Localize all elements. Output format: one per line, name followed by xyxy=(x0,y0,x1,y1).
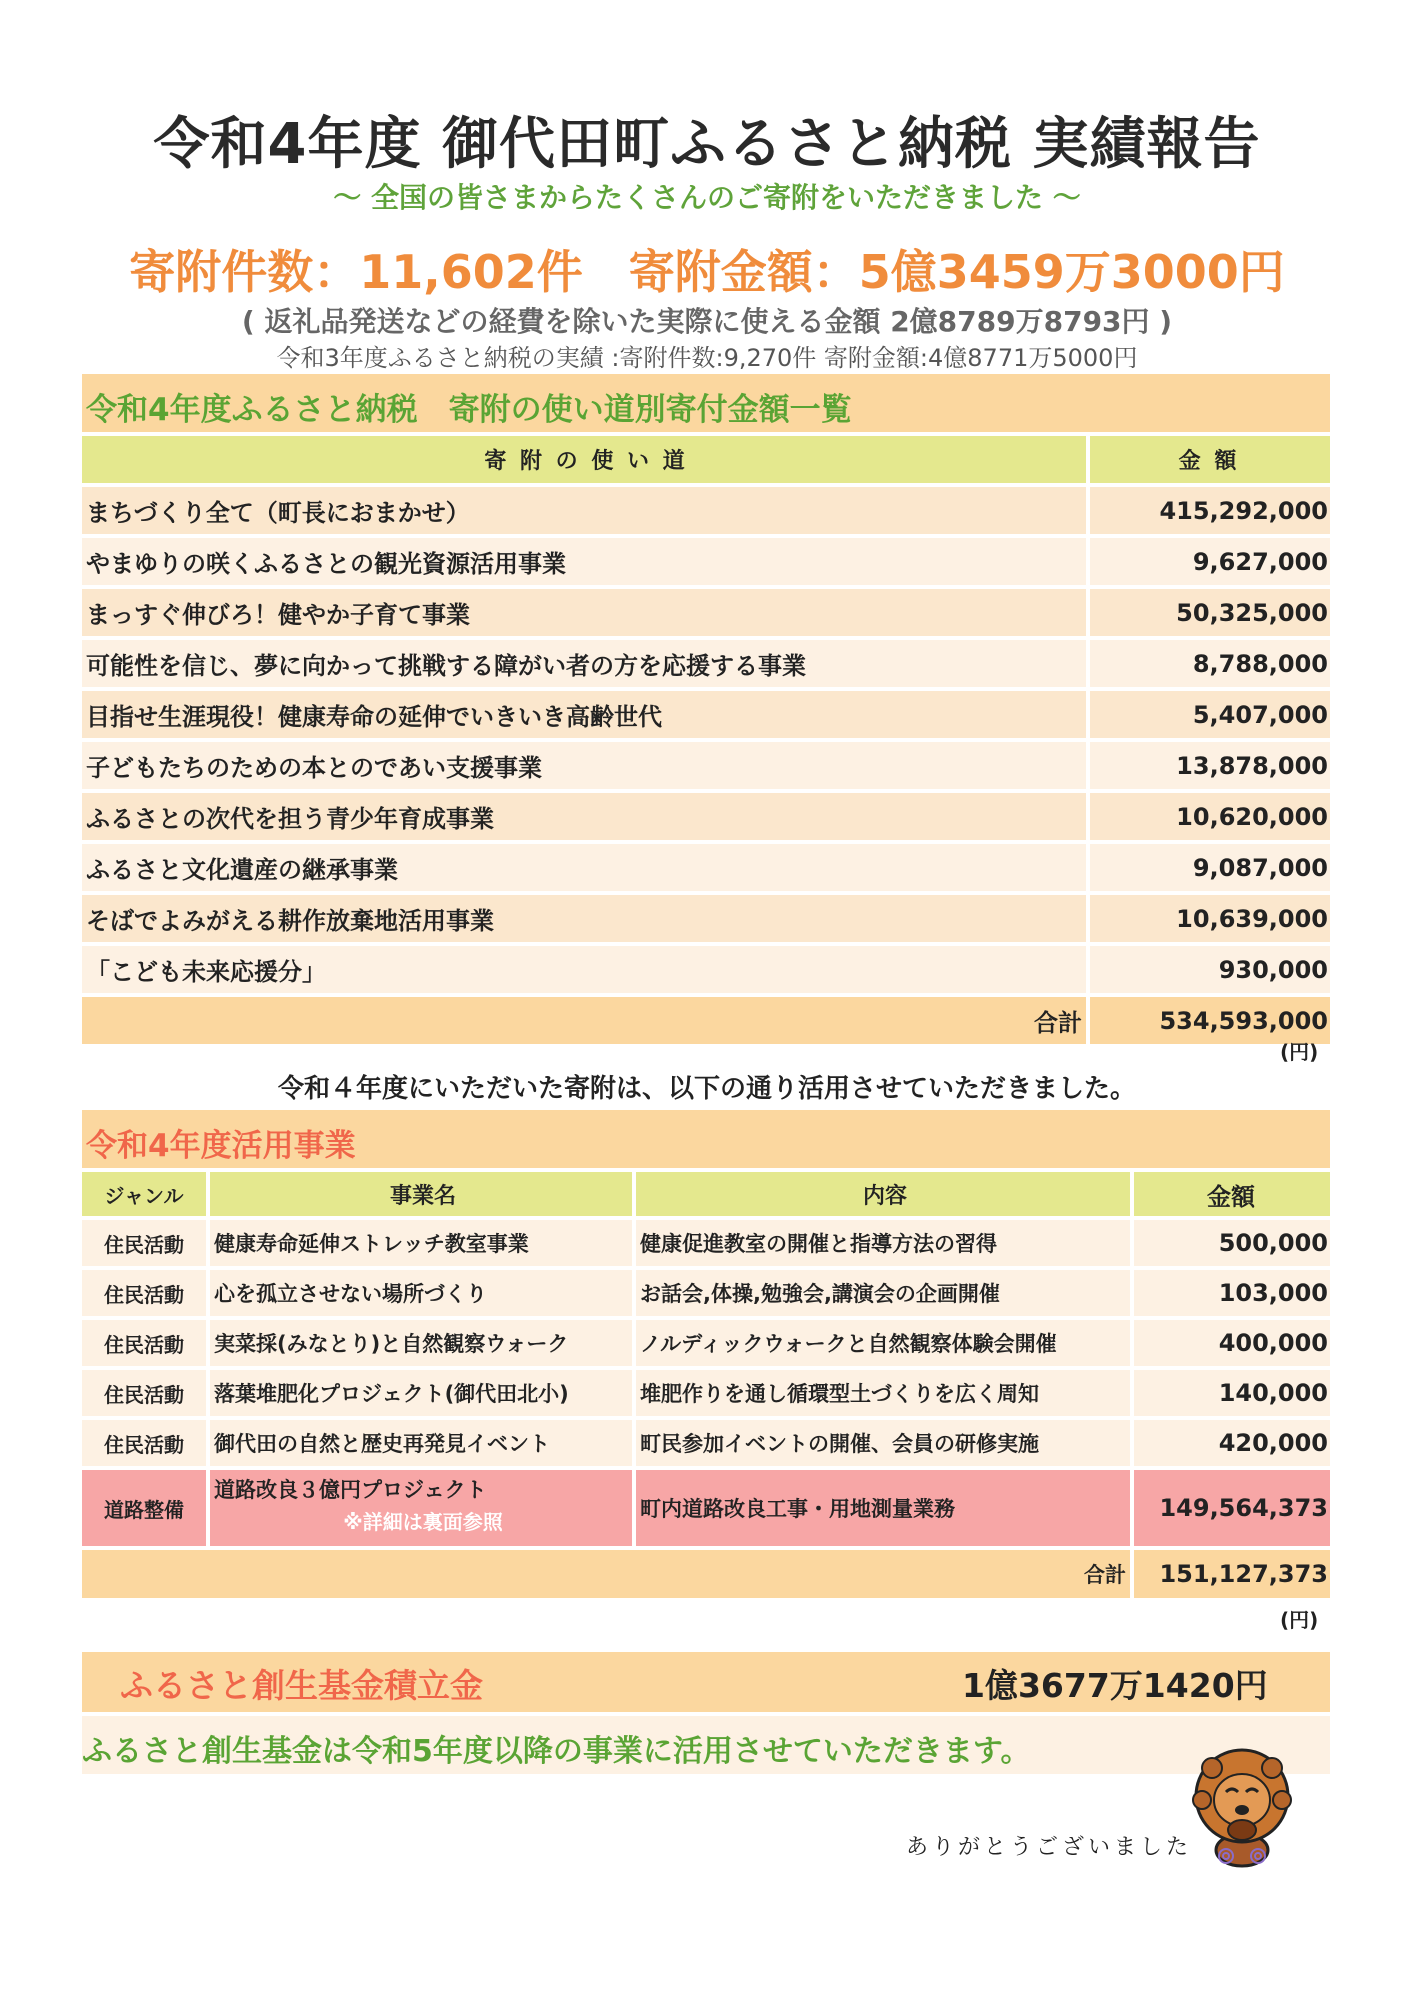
project-name-note: ※詳細は裏面参照 xyxy=(343,1510,503,1534)
table-row xyxy=(82,742,1330,793)
total-amount: 151,127,373 xyxy=(1134,1550,1330,1602)
project-name: 道路改良３億円プロジェクト xyxy=(214,1478,487,1502)
net-amount-note: ( 返礼品発送などの経費を除いた実際に使える金額 2億8789万8793円 ) xyxy=(241,305,1173,338)
projects-unit: (円) xyxy=(1280,1608,1319,1632)
project-amount-cell: 400,000 xyxy=(1134,1320,1330,1370)
project-content-cell: 堆肥作りを通し循環型土づくりを広く周知 xyxy=(636,1370,1134,1420)
project-amount-cell: 140,000 xyxy=(1134,1370,1330,1420)
usage-section-title: 令和4年度ふるさと納税 寄附の使い道別寄付金額一覧 xyxy=(86,392,852,428)
amount-cell: 13,878,000 xyxy=(1090,742,1330,793)
table-row xyxy=(82,1270,1330,1320)
table-row xyxy=(82,691,1330,742)
projects-table-header xyxy=(82,1172,1330,1220)
previous-year-results: 令和3年度ふるさと納税の実績 :寄附件数:9,270件 寄附金額:4億8771万5000円 xyxy=(276,344,1138,372)
header-purpose: 寄 附 の 使 い 道 xyxy=(82,436,1090,487)
amount-cell: 50,325,000 xyxy=(1090,589,1330,640)
purpose-cell: 可能性を信じ、夢に向かって挑戦する障がい者の方を応援する事業 xyxy=(82,640,1090,691)
thanks-message: ありがとうございました xyxy=(906,1835,1193,1860)
usage-explanation: 令和４年度にいただいた寄附は、以下の通り活用させていただきました。 xyxy=(277,1074,1136,1104)
projects-section-title: 令和4年度活用事業 xyxy=(86,1128,356,1164)
table-row xyxy=(82,1320,1330,1370)
purpose-cell: 子どもたちのための本とのであい支援事業 xyxy=(82,742,1090,793)
total-label: 合計 xyxy=(82,997,1090,1048)
table-row xyxy=(82,844,1330,895)
project-name-cell: 御代田の自然と歴史再発見イベント xyxy=(210,1420,636,1470)
page-subtitle: ～ 全国の皆さまからたくさんのご寄附をいただきました ～ xyxy=(333,181,1081,214)
usage-unit: (円) xyxy=(1280,1040,1319,1064)
projects-table xyxy=(82,1172,1330,1602)
purpose-cell: ふるさとの次代を担う青少年育成事業 xyxy=(82,793,1090,844)
project-content-cell: 町民参加イベントの開催、会員の研修実施 xyxy=(636,1420,1134,1470)
purpose-cell: 目指せ生涯現役！健康寿命の延伸でいきいき高齢世代 xyxy=(82,691,1090,742)
amount-cell: 10,639,000 xyxy=(1090,895,1330,946)
usage-total-row xyxy=(82,997,1330,1048)
amount-cell: 9,087,000 xyxy=(1090,844,1330,895)
project-name-cell: 落葉堆肥化プロジェクト(御代田北小) xyxy=(210,1370,636,1420)
header-genre: ジャンル xyxy=(82,1172,210,1220)
project-content-cell: 健康促進教室の開催と指導方法の習得 xyxy=(636,1220,1134,1270)
fund-value: 1億3677万1420円 xyxy=(962,1666,1268,1705)
project-content-cell: お話会,体操,勉強会,講演会の企画開催 xyxy=(636,1270,1134,1320)
table-row xyxy=(82,538,1330,589)
project-amount-cell: 149,564,373 xyxy=(1134,1470,1330,1550)
amount-cell: 8,788,000 xyxy=(1090,640,1330,691)
header-content: 内容 xyxy=(636,1172,1134,1220)
amount-cell: 5,407,000 xyxy=(1090,691,1330,742)
table-row xyxy=(82,1220,1330,1270)
total-amount: 534,593,000 xyxy=(1090,997,1330,1048)
header-name: 事業名 xyxy=(210,1172,636,1220)
fund-note: ふるさと創生基金は令和5年度以降の事業に活用させていただきます。 xyxy=(82,1734,1031,1769)
project-content-cell: 町内道路改良工事・用地測量業務 xyxy=(636,1470,1134,1550)
usage-table xyxy=(82,436,1330,1048)
amount-cell: 930,000 xyxy=(1090,946,1330,997)
genre-cell: 住民活動 xyxy=(82,1220,210,1270)
project-amount-cell: 420,000 xyxy=(1134,1420,1330,1470)
purpose-cell: まっすぐ伸びろ！健やか子育て事業 xyxy=(82,589,1090,640)
usage-table-header xyxy=(82,436,1330,487)
project-name-cell: 実菜採(みなとり)と自然観察ウォーク xyxy=(210,1320,636,1370)
purpose-cell: ふるさと文化遺産の継承事業 xyxy=(82,844,1090,895)
donation-summary: 寄附件数：11,602件 寄附金額：5億3459万3000円 xyxy=(129,245,1285,299)
genre-cell: 住民活動 xyxy=(82,1320,210,1370)
amount-cell: 10,620,000 xyxy=(1090,793,1330,844)
genre-cell: 住民活動 xyxy=(82,1420,210,1470)
amount-cell: 415,292,000 xyxy=(1090,487,1330,538)
project-content-cell: ノルディックウォークと自然観察体験会開催 xyxy=(636,1320,1134,1370)
header-amount: 金額 xyxy=(1134,1172,1330,1220)
genre-cell: 道路整備 xyxy=(82,1470,210,1550)
table-row xyxy=(82,1420,1330,1470)
purpose-cell: やまゆりの咲くふるさとの観光資源活用事業 xyxy=(82,538,1090,589)
project-name-cell xyxy=(210,1470,636,1550)
amount-cell: 9,627,000 xyxy=(1090,538,1330,589)
project-amount-cell: 103,000 xyxy=(1134,1270,1330,1320)
table-row xyxy=(82,946,1330,997)
genre-cell: 住民活動 xyxy=(82,1370,210,1420)
header-amount: 金 額 xyxy=(1090,436,1330,487)
genre-cell: 住民活動 xyxy=(82,1270,210,1320)
table-row xyxy=(82,1370,1330,1420)
project-amount-cell: 500,000 xyxy=(1134,1220,1330,1270)
projects-total-row xyxy=(82,1550,1330,1602)
table-row xyxy=(82,589,1330,640)
fund-label: ふるさと創生基金積立金 xyxy=(120,1666,483,1705)
purpose-cell: まちづくり全て（町長におまかせ） xyxy=(82,487,1090,538)
project-name-cell: 健康寿命延伸ストレッチ教室事業 xyxy=(210,1220,636,1270)
table-row xyxy=(82,793,1330,844)
mascot-icon xyxy=(1182,1738,1302,1872)
total-label: 合計 xyxy=(82,1550,1134,1602)
page-title: 令和4年度 御代田町ふるさと納税 実績報告 xyxy=(153,112,1261,177)
table-row xyxy=(82,640,1330,691)
table-row xyxy=(82,895,1330,946)
table-row-highlight xyxy=(82,1470,1330,1550)
table-row xyxy=(82,487,1330,538)
project-name-cell: 心を孤立させない場所づくり xyxy=(210,1270,636,1320)
purpose-cell: そばでよみがえる耕作放棄地活用事業 xyxy=(82,895,1090,946)
purpose-cell: 「こども未来応援分」 xyxy=(82,946,1090,997)
